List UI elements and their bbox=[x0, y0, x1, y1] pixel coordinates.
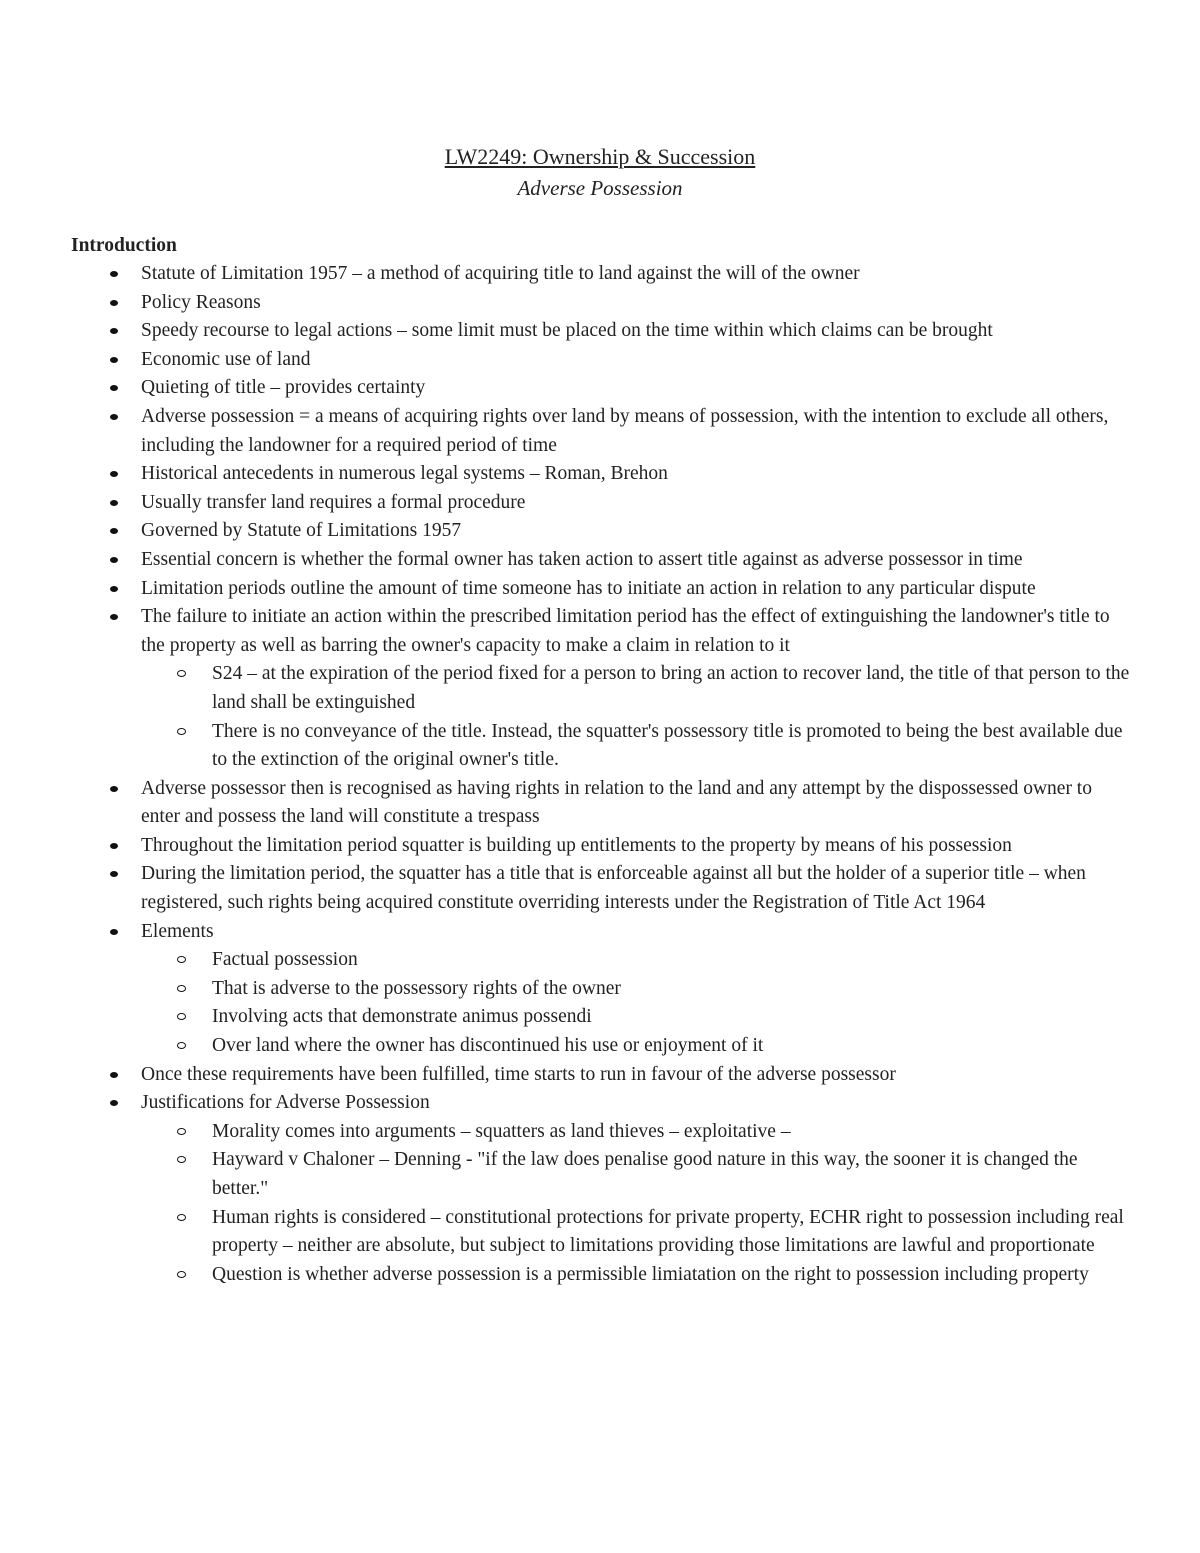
sub-list-item bbox=[141, 1204, 1130, 1261]
list-item-text: Limitation periods outline the amount of time someone has to initiate an action in relation to any particular dispute bbox=[141, 577, 1036, 599]
bullet-icon bbox=[110, 586, 118, 592]
sub-list-item-text: Factual possession bbox=[212, 949, 358, 971]
list-item-text: Statute of Limitation 1957 – a method of acquiring title to land against the will of the owner bbox=[141, 263, 860, 284]
bullet-icon bbox=[110, 1100, 118, 1106]
sub-bullet-list bbox=[141, 660, 1130, 774]
bullet-icon bbox=[110, 786, 118, 792]
list-item-text: Quieting of title – provides certainty bbox=[141, 377, 426, 399]
list-item-text: Historical antecedents in numerous legal systems – Roman, Brehon bbox=[141, 463, 668, 485]
list-item bbox=[0, 546, 1200, 575]
bullet-icon bbox=[110, 471, 118, 477]
sub-list-item-text: That is adverse to the possessory rights of the owner bbox=[212, 977, 621, 999]
hollow-bullet-icon bbox=[177, 1128, 186, 1135]
sub-list-item-text: Morality comes into arguments – squatters as land thieves – exploitative – bbox=[212, 1120, 791, 1142]
list-item bbox=[0, 517, 1200, 546]
sub-list-item-text: Over land where the owner has discontinued his use or enjoyment of it bbox=[212, 1035, 764, 1057]
sub-list-item-text: There is no conveyance of the title. Instead, the squatter's possessory title is promoted to being the best available due to the extinction of the original owner's title. bbox=[212, 720, 1123, 771]
list-item bbox=[0, 403, 1200, 460]
list-item bbox=[0, 260, 1200, 289]
bullet-icon bbox=[110, 843, 118, 849]
bullet-icon bbox=[110, 328, 118, 334]
sub-list-item-text: Question is whether adverse possession is a permissible limiatation on the right to possession including property bbox=[212, 1263, 1089, 1285]
sub-list-item bbox=[141, 1003, 1130, 1032]
sub-list-item bbox=[141, 1146, 1130, 1203]
bullet-list bbox=[0, 260, 1200, 1289]
list-item bbox=[0, 575, 1200, 604]
list-item-text: Justifications for Adverse Possession bbox=[141, 1092, 430, 1114]
sub-list-item-text: Human rights is considered – constitutional protections for private property, ECHR right to possession including real property – neither are absolute, but subject to limitations providing those limitations are lawful and proportionate bbox=[212, 1206, 1124, 1257]
bullet-icon bbox=[110, 500, 118, 506]
sub-list-item bbox=[141, 946, 1130, 975]
list-item bbox=[0, 775, 1200, 832]
list-item-text: Adverse possession = a means of acquiring rights over land by means of possession, with the intention to exclude all others, including the landowner for a required period of time bbox=[141, 405, 1109, 456]
notes-content bbox=[0, 260, 1200, 1289]
document-title: LW2249: Ownership & Succession bbox=[444, 144, 756, 169]
sub-list-item bbox=[141, 1118, 1130, 1147]
list-item-text: The failure to initiate an action within the prescribed limitation period has the effect of extinguishing the landowner's title to the property as well as barring the owner's capacity to make a claim in relation to it bbox=[141, 606, 1110, 656]
list-item bbox=[0, 374, 1200, 403]
list-item bbox=[0, 832, 1200, 861]
sub-bullet-list bbox=[141, 1118, 1130, 1290]
sub-list-item bbox=[141, 718, 1130, 775]
hollow-bullet-icon bbox=[177, 728, 186, 735]
list-item bbox=[0, 489, 1200, 518]
list-item bbox=[0, 346, 1200, 375]
hollow-bullet-icon bbox=[177, 1042, 186, 1049]
hollow-bullet-icon bbox=[177, 956, 186, 963]
list-item-text: Policy Reasons bbox=[141, 291, 261, 313]
sub-list-item-text: Involving acts that demonstrate animus possendi bbox=[212, 1006, 592, 1028]
list-item-text: Usually transfer land requires a formal procedure bbox=[141, 491, 526, 513]
sub-list-item bbox=[141, 975, 1130, 1004]
bullet-icon bbox=[110, 414, 118, 420]
bullet-icon bbox=[110, 557, 118, 563]
list-item-text: Elements bbox=[141, 920, 214, 942]
document-subtitle: Adverse Possession bbox=[517, 176, 683, 200]
bullet-icon bbox=[110, 385, 118, 391]
list-item-text: Once these requirements have been fulfilled, time starts to run in favour of the adverse possessor bbox=[141, 1063, 896, 1085]
bullet-icon bbox=[110, 1072, 118, 1078]
bullet-icon bbox=[110, 271, 118, 277]
bullet-icon bbox=[110, 614, 118, 620]
list-item-text: Adverse possessor then is recognised as having rights in relation to the land and any attempt by the dispossessed owner to enter and possess the land will constitute a trespass bbox=[141, 777, 1092, 828]
sub-list-item-text: Hayward v Chaloner – Denning - "if the law does penalise good nature in this way, the sooner it is changed the better." bbox=[212, 1149, 1078, 1199]
list-item bbox=[0, 1089, 1200, 1289]
list-item bbox=[0, 317, 1200, 346]
list-item-text: Essential concern is whether the formal owner has taken action to assert title against as adverse possessor in time bbox=[141, 548, 1023, 570]
list-item-text: During the limitation period, the squatter has a title that is enforceable against all but the holder of a superior title – when registered, such rights being acquired constitute overriding interests under the Registration of Title Act 1964 bbox=[141, 863, 1086, 914]
list-item bbox=[0, 918, 1200, 1061]
hollow-bullet-icon bbox=[177, 1156, 186, 1163]
list-item bbox=[0, 1061, 1200, 1090]
bullet-icon bbox=[110, 300, 118, 306]
sub-list-item-text: S24 – at the expiration of the period fixed for a person to bring an action to recover land, the title of that person to the land shall be extinguished bbox=[212, 663, 1130, 713]
bullet-icon bbox=[110, 357, 118, 363]
list-item-text: Economic use of land bbox=[141, 348, 311, 370]
bullet-icon bbox=[110, 528, 118, 534]
sub-list-item bbox=[141, 1261, 1130, 1290]
hollow-bullet-icon bbox=[177, 1013, 186, 1020]
list-item-text: Governed by Statute of Limitations 1957 bbox=[141, 520, 462, 542]
list-item bbox=[0, 460, 1200, 489]
list-item bbox=[0, 860, 1200, 917]
hollow-bullet-icon bbox=[177, 985, 186, 992]
list-item bbox=[0, 289, 1200, 318]
section-heading-introduction: Introduction bbox=[71, 235, 177, 256]
list-item bbox=[0, 603, 1200, 775]
sub-list-item bbox=[141, 660, 1130, 717]
hollow-bullet-icon bbox=[177, 1271, 186, 1278]
bullet-icon bbox=[110, 871, 118, 877]
sub-list-item bbox=[141, 1032, 1130, 1061]
list-item-text: Throughout the limitation period squatter is building up entitlements to the property by means of his possession bbox=[141, 834, 1012, 856]
hollow-bullet-icon bbox=[177, 670, 186, 677]
list-item-text: Speedy recourse to legal actions – some limit must be placed on the time within which claims can be brought bbox=[141, 320, 993, 342]
bullet-icon bbox=[110, 929, 118, 935]
sub-bullet-list bbox=[141, 946, 1130, 1060]
hollow-bullet-icon bbox=[177, 1214, 186, 1221]
